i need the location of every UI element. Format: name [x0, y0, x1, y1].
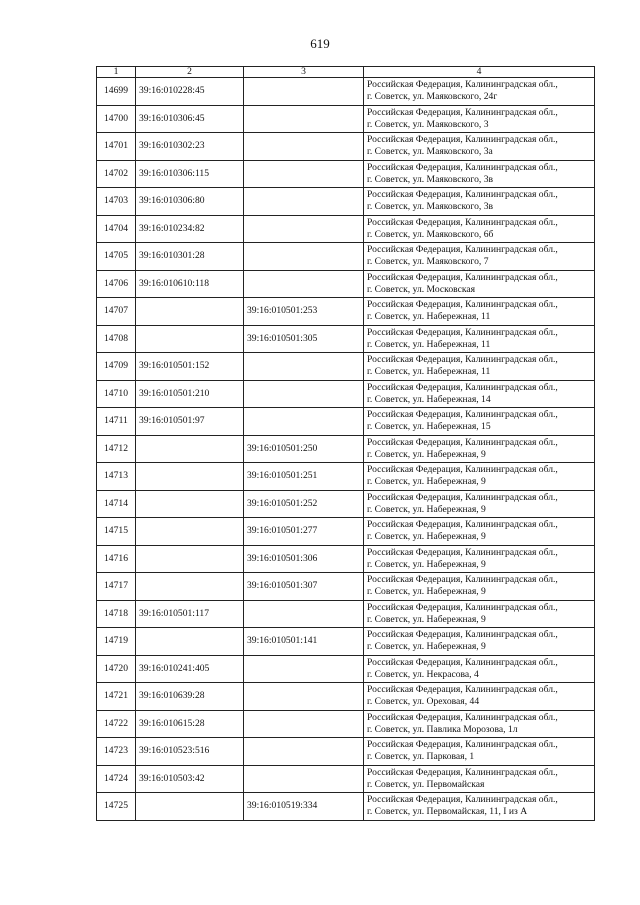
- address-cell: [364, 628, 595, 656]
- address-line-region: Российская Федерация, Калининградская обл.,: [367, 464, 558, 476]
- address-line-street: г. Советск, ул. Маяковского, 3: [367, 118, 489, 130]
- cadastral-number-cell: [136, 435, 244, 463]
- address-line-street: г. Советск, ул. Некрасова, 4: [367, 668, 479, 680]
- row-number-cell: 14719: [97, 628, 136, 656]
- row-number-cell: 14705: [97, 243, 136, 271]
- cadastral-number-cell: [136, 490, 244, 518]
- address-line-region: Российская Федерация, Калининградская обл.,: [367, 766, 558, 778]
- address-line-region: Российская Федерация, Калининградская обл.,: [367, 271, 558, 283]
- cadastral-number-cell: 39:16:010503:42: [136, 765, 244, 793]
- row-number-cell: 14723: [97, 738, 136, 766]
- address-line-street: г. Советск, ул. Ореховая, 44: [367, 696, 480, 708]
- table-row: [97, 738, 595, 766]
- row-number-cell: 14709: [97, 353, 136, 381]
- linked-cadastral-number-cell: 39:16:010501:277: [244, 518, 364, 546]
- row-number-cell: 14721: [97, 683, 136, 711]
- address-line-street: г. Советск, ул. Набережная, 15: [367, 421, 491, 433]
- table-row: [97, 793, 595, 821]
- cadastral-number-cell: 39:16:010501:97: [136, 408, 244, 436]
- address-line-region: Российская Федерация, Калининградская обл.,: [367, 244, 558, 256]
- address-line-region: Российская Федерация, Калининградская обл.,: [367, 161, 558, 173]
- address-line-street: г. Советск, ул. Парковая, 1: [367, 751, 475, 763]
- address-line-street: г. Советск, ул. Набережная, 9: [367, 448, 486, 460]
- address-cell: [364, 490, 595, 518]
- table-row: [97, 490, 595, 518]
- address-cell: [364, 738, 595, 766]
- cadastral-number-cell: 39:16:010306:115: [136, 160, 244, 188]
- address-line-region: Российская Федерация, Калининградская обл.,: [367, 299, 558, 311]
- row-number-cell: 14702: [97, 160, 136, 188]
- row-number-cell: 14701: [97, 133, 136, 161]
- cadastral-number-cell: 39:16:010523:516: [136, 738, 244, 766]
- table-row: [97, 435, 595, 463]
- row-number-cell: 14718: [97, 600, 136, 628]
- address-line-region: Российская Федерация, Калининградская обл.,: [367, 546, 558, 558]
- address-line-region: Российская Федерация, Калининградская обл.,: [367, 106, 558, 118]
- address-cell: [364, 463, 595, 491]
- table-row: [97, 573, 595, 601]
- table-row: [97, 188, 595, 216]
- row-number-cell: 14700: [97, 105, 136, 133]
- row-number-cell: 14707: [97, 298, 136, 326]
- linked-cadastral-number-cell: [244, 105, 364, 133]
- address-cell: [364, 518, 595, 546]
- cadastral-number-cell: 39:16:010234:82: [136, 215, 244, 243]
- address-line-street: г. Советск, ул. Набережная, 9: [367, 558, 486, 570]
- table-body: [97, 78, 595, 821]
- table-row: [97, 298, 595, 326]
- linked-cadastral-number-cell: 39:16:010501:307: [244, 573, 364, 601]
- row-number-cell: 14717: [97, 573, 136, 601]
- table-row: [97, 325, 595, 353]
- table-row: [97, 655, 595, 683]
- address-line-street: г. Советск, ул. Первомайская: [367, 778, 485, 790]
- address-line-region: Российская Федерация, Калининградская обл.,: [367, 629, 558, 641]
- address-cell: [364, 380, 595, 408]
- table-row: [97, 628, 595, 656]
- address-line-street: г. Советск, ул. Набережная, 9: [367, 476, 486, 488]
- address-line-street: г. Советск, ул. Набережная, 9: [367, 613, 486, 625]
- table-row: [97, 353, 595, 381]
- address-line-street: г. Советск, ул. Первомайская, 11, I из А: [367, 806, 528, 818]
- cadastral-number-cell: 39:16:010501:152: [136, 353, 244, 381]
- address-line-street: г. Советск, ул. Маяковского, 3в: [367, 201, 494, 213]
- table-row: [97, 600, 595, 628]
- address-line-region: Российская Федерация, Калининградская обл.,: [367, 436, 558, 448]
- cadastral-number-cell: [136, 325, 244, 353]
- cadastral-number-cell: 39:16:010501:117: [136, 600, 244, 628]
- address-cell: [364, 435, 595, 463]
- cadastral-number-cell: 39:16:010610:118: [136, 270, 244, 298]
- cadastral-number-cell: [136, 628, 244, 656]
- linked-cadastral-number-cell: [244, 270, 364, 298]
- row-number-cell: 14706: [97, 270, 136, 298]
- linked-cadastral-number-cell: 39:16:010501:141: [244, 628, 364, 656]
- cadastral-number-cell: 39:16:010241:405: [136, 655, 244, 683]
- address-cell: [364, 325, 595, 353]
- address-cell: [364, 188, 595, 216]
- table-row: [97, 105, 595, 133]
- cadastral-number-cell: [136, 545, 244, 573]
- address-cell: [364, 270, 595, 298]
- linked-cadastral-number-cell: [244, 188, 364, 216]
- linked-cadastral-number-cell: [244, 408, 364, 436]
- address-line-region: Российская Федерация, Калининградская обл.,: [367, 711, 558, 723]
- linked-cadastral-number-cell: [244, 215, 364, 243]
- address-line-street: г. Советск, ул. Набережная, 9: [367, 641, 486, 653]
- address-line-street: г. Советск, ул. Московская: [367, 283, 476, 295]
- linked-cadastral-number-cell: 39:16:010501:253: [244, 298, 364, 326]
- address-line-street: г. Советск, ул. Набережная, 9: [367, 586, 486, 598]
- address-line-street: г. Советск, ул. Набережная, 11: [367, 338, 491, 350]
- table-row: [97, 463, 595, 491]
- linked-cadastral-number-cell: [244, 655, 364, 683]
- address-line-street: г. Советск, ул. Набережная, 11: [367, 311, 491, 323]
- address-line-street: г. Советск, ул. Маяковского, 3а: [367, 146, 493, 158]
- linked-cadastral-number-cell: [244, 133, 364, 161]
- row-number-cell: 14725: [97, 793, 136, 821]
- address-line-street: г. Советск, ул. Набережная, 9: [367, 503, 486, 515]
- address-line-region: Российская Федерация, Калининградская обл.,: [367, 519, 558, 531]
- row-number-cell: 14714: [97, 490, 136, 518]
- linked-cadastral-number-cell: [244, 160, 364, 188]
- address-line-street: г. Советск, ул. Набережная, 11: [367, 366, 491, 378]
- cadastral-number-cell: 39:16:010306:45: [136, 105, 244, 133]
- address-line-region: Российская Федерация, Калининградская обл.,: [367, 409, 558, 421]
- address-line-region: Российская Федерация, Калининградская обл.,: [367, 381, 558, 393]
- address-cell: [364, 243, 595, 271]
- address-cell: [364, 215, 595, 243]
- address-cell: [364, 765, 595, 793]
- table-row: [97, 78, 595, 106]
- header-row: [97, 67, 595, 78]
- address-cell: [364, 133, 595, 161]
- address-line-street: г. Советск, ул. Маяковского, 7: [367, 256, 489, 268]
- table-row: [97, 710, 595, 738]
- linked-cadastral-number-cell: [244, 243, 364, 271]
- linked-cadastral-number-cell: 39:16:010519:334: [244, 793, 364, 821]
- address-line-region: Российская Федерация, Калининградская обл.,: [367, 79, 558, 91]
- cadastral-number-cell: [136, 518, 244, 546]
- cadastral-number-cell: [136, 463, 244, 491]
- address-line-region: Российская Федерация, Калининградская обл.,: [367, 739, 558, 751]
- linked-cadastral-number-cell: [244, 738, 364, 766]
- address-line-region: Российская Федерация, Калининградская обл.,: [367, 189, 558, 201]
- address-line-region: Российская Федерация, Калининградская обл.,: [367, 354, 558, 366]
- address-cell: [364, 655, 595, 683]
- address-line-region: Российская Федерация, Калининградская обл.,: [367, 216, 558, 228]
- page-number: 619: [310, 36, 330, 51]
- linked-cadastral-number-cell: 39:16:010501:251: [244, 463, 364, 491]
- address-line-region: Российская Федерация, Калининградская обл.,: [367, 601, 558, 613]
- address-cell: [364, 298, 595, 326]
- cadastral-number-cell: [136, 573, 244, 601]
- address-cell: [364, 683, 595, 711]
- table-row: [97, 765, 595, 793]
- address-line-street: г. Советск, ул. Маяковского, 3в: [367, 173, 494, 185]
- address-cell: [364, 600, 595, 628]
- address-cell: [364, 353, 595, 381]
- address-cell: [364, 160, 595, 188]
- address-line-region: Российская Федерация, Калининградская обл.,: [367, 684, 558, 696]
- address-line-street: г. Советск, ул. Маяковского, 6б: [367, 228, 494, 240]
- linked-cadastral-number-cell: [244, 710, 364, 738]
- table-row: [97, 133, 595, 161]
- linked-cadastral-number-cell: [244, 683, 364, 711]
- linked-cadastral-number-cell: 39:16:010501:305: [244, 325, 364, 353]
- address-line-region: Российская Федерация, Калининградская обл.,: [367, 491, 558, 503]
- address-cell: [364, 545, 595, 573]
- cadastral-number-cell: 39:16:010306:80: [136, 188, 244, 216]
- linked-cadastral-number-cell: [244, 78, 364, 106]
- table-row: [97, 545, 595, 573]
- linked-cadastral-number-cell: 39:16:010501:250: [244, 435, 364, 463]
- address-line-street: г. Советск, ул. Павлика Морозова, 1л: [367, 723, 518, 735]
- cadastral-number-cell: [136, 298, 244, 326]
- cadastral-number-cell: 39:16:010228:45: [136, 78, 244, 106]
- row-number-cell: 14720: [97, 655, 136, 683]
- cadastral-number-cell: 39:16:010301:28: [136, 243, 244, 271]
- table-row: [97, 215, 595, 243]
- address-line-region: Российская Федерация, Калининградская обл.,: [367, 794, 558, 806]
- row-number-cell: 14722: [97, 710, 136, 738]
- registry-table: [96, 66, 595, 821]
- address-line-region: Российская Федерация, Калининградская обл.,: [367, 574, 558, 586]
- linked-cadastral-number-cell: [244, 353, 364, 381]
- address-line-street: г. Советск, ул. Набережная, 9: [367, 531, 486, 543]
- row-number-cell: 14708: [97, 325, 136, 353]
- row-number-cell: 14712: [97, 435, 136, 463]
- table-row: [97, 518, 595, 546]
- column-header-3: 3: [244, 67, 364, 78]
- cadastral-number-cell: 39:16:010639:28: [136, 683, 244, 711]
- address-line-street: г. Советск, ул. Маяковского, 24г: [367, 91, 498, 103]
- table-row: [97, 160, 595, 188]
- column-header-1: 1: [97, 67, 136, 78]
- table-row: [97, 243, 595, 271]
- address-cell: [364, 78, 595, 106]
- row-number-cell: 14703: [97, 188, 136, 216]
- column-header-2: 2: [136, 67, 244, 78]
- cadastral-number-cell: 39:16:010501:210: [136, 380, 244, 408]
- cadastral-number-cell: 39:16:010302:23: [136, 133, 244, 161]
- table-row: [97, 408, 595, 436]
- address-cell: [364, 710, 595, 738]
- row-number-cell: 14711: [97, 408, 136, 436]
- row-number-cell: 14699: [97, 78, 136, 106]
- cadastral-number-cell: [136, 793, 244, 821]
- linked-cadastral-number-cell: 39:16:010501:306: [244, 545, 364, 573]
- address-line-region: Российская Федерация, Калининградская обл.,: [367, 326, 558, 338]
- row-number-cell: 14713: [97, 463, 136, 491]
- address-line-region: Российская Федерация, Калининградская обл.,: [367, 134, 558, 146]
- table-row: [97, 380, 595, 408]
- linked-cadastral-number-cell: 39:16:010501:252: [244, 490, 364, 518]
- row-number-cell: 14716: [97, 545, 136, 573]
- row-number-cell: 14710: [97, 380, 136, 408]
- row-number-cell: 14704: [97, 215, 136, 243]
- table-row: [97, 683, 595, 711]
- address-cell: [364, 573, 595, 601]
- linked-cadastral-number-cell: [244, 600, 364, 628]
- linked-cadastral-number-cell: [244, 765, 364, 793]
- cadastral-number-cell: 39:16:010615:28: [136, 710, 244, 738]
- address-cell: [364, 793, 595, 821]
- linked-cadastral-number-cell: [244, 380, 364, 408]
- address-cell: [364, 105, 595, 133]
- address-line-region: Российская Федерация, Калининградская обл.,: [367, 656, 558, 668]
- column-header-4: 4: [364, 67, 595, 78]
- row-number-cell: 14724: [97, 765, 136, 793]
- row-number-cell: 14715: [97, 518, 136, 546]
- address-line-street: г. Советск, ул. Набережная, 14: [367, 393, 491, 405]
- address-cell: [364, 408, 595, 436]
- table-row: [97, 270, 595, 298]
